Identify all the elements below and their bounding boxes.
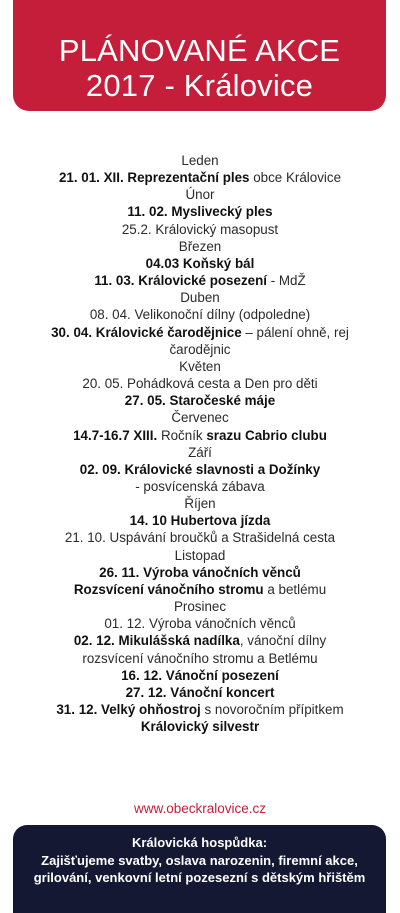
event-row — [0, 512, 400, 529]
event-highlight: 21. 01. XII. Reprezentační ples — [58, 170, 250, 186]
event-row — [0, 306, 400, 323]
event-row — [0, 598, 400, 615]
event-text: - posvícenská zábava — [135, 478, 265, 494]
event-row — [0, 547, 400, 564]
event-row — [0, 272, 400, 289]
event-text: s novoročním přípitkem — [200, 702, 344, 717]
event-highlight: 27. 05. Staročeské máje — [124, 393, 276, 409]
event-row — [0, 186, 400, 203]
event-highlight: 26. 11. Výroba vánočních věnců — [99, 564, 301, 580]
event-row — [0, 564, 400, 581]
event-text: čarodějnic — [169, 341, 231, 357]
event-row — [0, 409, 400, 426]
event-text: rozsvícení vánočního stromu a Betlému — [82, 650, 318, 666]
event-row — [0, 203, 400, 220]
event-text: Ročník — [157, 427, 207, 443]
event-text: obce Královice — [249, 170, 342, 186]
event-row — [0, 701, 400, 718]
footer-line-3: grilování, venkovní letní pozesezní s dětským hřištěm — [33, 870, 366, 885]
event-highlight: 27. 12. Vánoční koncert — [125, 684, 275, 700]
website-link[interactable]: www.obeckralovice.cz — [133, 801, 267, 816]
event-row — [0, 529, 400, 546]
event-text: Prosinec — [173, 599, 227, 615]
title-line-1: PLÁNOVANÉ AKCE — [58, 33, 341, 68]
event-text: Duben — [180, 290, 220, 306]
event-row — [0, 169, 400, 186]
event-highlight: Rozsvícení vánočního stromu — [73, 581, 264, 597]
event-row — [0, 667, 400, 684]
event-text: 21. 10. Uspávání broučků a Strašidelná cesta — [64, 530, 336, 546]
event-text: Únor — [185, 187, 215, 203]
event-text: 25.2. Královický masopust — [121, 221, 279, 237]
event-text: , vánoční dílny — [239, 633, 327, 649]
event-row — [0, 152, 400, 169]
event-row — [0, 461, 400, 478]
event-row — [0, 324, 400, 341]
event-highlight: srazu Cabrio clubu — [206, 427, 327, 443]
footer-heading: Královická hospůdka: — [131, 835, 268, 850]
title-line-2: 2017 - Královice — [85, 68, 314, 103]
event-row — [0, 392, 400, 409]
event-text: 08. 04. Velikonoční dílny (odpoledne) — [89, 307, 311, 323]
header-banner — [13, 0, 386, 111]
event-text: Březen — [178, 238, 222, 254]
event-highlight: 30. 04. Královické čarodějnice — [51, 324, 242, 340]
event-row — [0, 375, 400, 392]
event-row — [0, 238, 400, 255]
event-text: a betlému — [263, 581, 327, 597]
event-row — [0, 650, 400, 667]
event-text: - MdŽ — [267, 273, 306, 289]
event-text: Leden — [181, 153, 219, 168]
event-row — [0, 495, 400, 512]
event-text: 20. 05. Pohádková cesta a Den pro děti — [82, 376, 318, 392]
event-row — [0, 221, 400, 238]
event-text: Květen — [179, 358, 221, 374]
event-row — [0, 341, 400, 358]
event-highlight: 02. 09. Královické slavnosti a Dožínky — [79, 461, 321, 477]
event-highlight: 31. 12. Velký ohňostroj — [56, 702, 201, 717]
event-row — [0, 444, 400, 461]
event-highlight: 14.7-16.7 XIII. — [73, 427, 158, 443]
event-text: Červenec — [171, 410, 229, 426]
event-highlight: 02. 12. Mikulášská nadílka — [73, 633, 240, 649]
event-row — [0, 684, 400, 701]
event-text: 01. 12. Výroba vánočních věnců — [104, 616, 296, 632]
event-highlight: 14. 10 Hubertova jízda — [129, 513, 271, 529]
event-highlight: 11. 02. Myslivecký ples — [127, 204, 273, 220]
event-row — [0, 632, 400, 649]
event-row — [0, 358, 400, 375]
event-row — [0, 718, 400, 735]
event-highlight: Královický silvestr — [140, 719, 260, 735]
event-text: Listopad — [174, 547, 226, 563]
event-text: Říjen — [184, 496, 216, 512]
event-highlight: 04.03 Koňský bál — [145, 255, 255, 271]
footer-banner — [13, 825, 386, 913]
event-row — [0, 289, 400, 306]
event-text: – pálení ohně, rej — [241, 324, 349, 340]
event-row — [0, 615, 400, 632]
event-row — [0, 255, 400, 272]
event-list — [0, 152, 400, 735]
event-row — [0, 427, 400, 444]
event-row — [0, 581, 400, 598]
event-text: Září — [188, 444, 212, 460]
footer-line-2: Zajišťujeme svatby, oslava narozenin, firemní akce, — [41, 852, 358, 868]
event-highlight: 11. 03. Královické posezení — [94, 273, 267, 289]
event-highlight: 16. 12. Vánoční posezení — [121, 667, 279, 683]
event-row — [0, 478, 400, 495]
